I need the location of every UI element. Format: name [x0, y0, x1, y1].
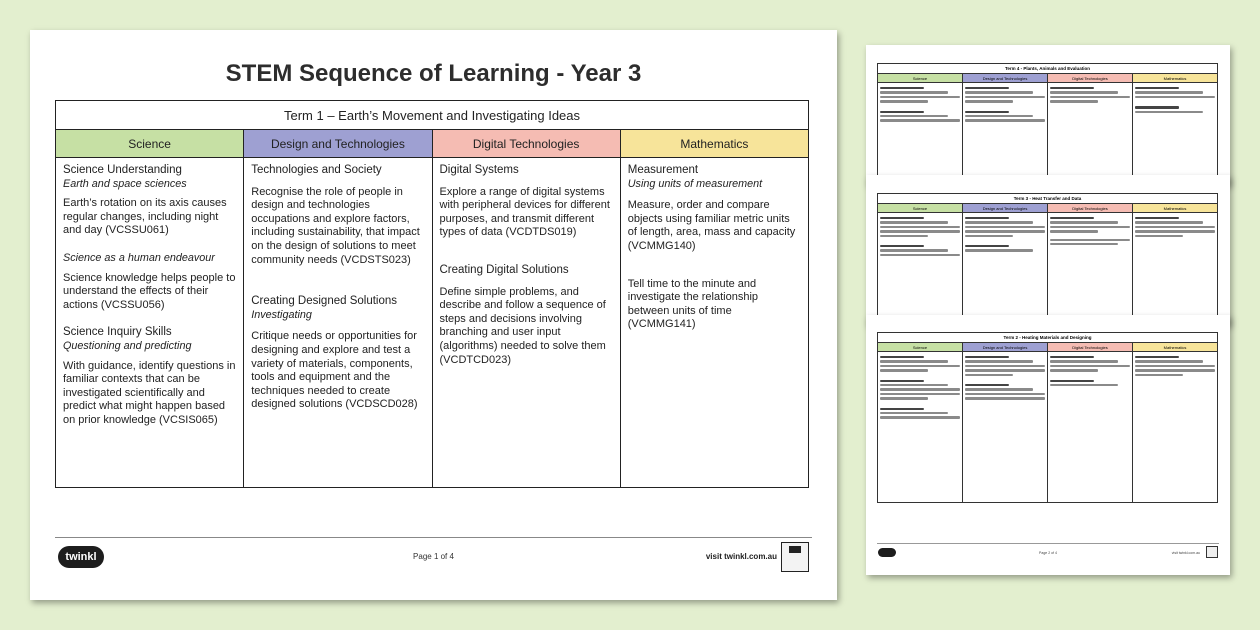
mini-website-link: visit twinkl.com.au: [1171, 551, 1200, 555]
mini-header-math: Mathematics: [1133, 343, 1217, 351]
mini-header-science: Science: [878, 74, 963, 82]
subject-header-row: [56, 130, 808, 158]
human-endeavour-subheading: Science as a human endeavour: [63, 251, 215, 264]
mini-table-term3: [877, 193, 1218, 319]
mini-header-row: [878, 343, 1217, 352]
creating-digital-solutions-heading: Creating Digital Solutions: [439, 263, 569, 276]
technologies-society-heading: Technologies and Society: [251, 164, 382, 176]
science-understanding-heading: Science Understanding: [63, 164, 182, 176]
page-title: STEM Sequence of Learning - Year 3: [225, 60, 642, 87]
mini-header-digital: Digital Technologies: [1048, 74, 1133, 82]
design-column: [244, 158, 432, 487]
earth-space-subheading: Earth and space sciences: [63, 177, 187, 190]
digital-column: [433, 158, 621, 487]
mini-col: [1133, 213, 1217, 318]
website-link: visit twinkl.com.au: [705, 552, 777, 561]
mini-table-term4: [877, 63, 1218, 179]
math-text-1: Measure, order and compare objects using familiar metric units of length, area, mass and capacity (VCMMG140): [627, 199, 796, 252]
questioning-subheading: Questioning and predicting: [63, 339, 192, 352]
inquiry-skills-heading: Science Inquiry Skills: [63, 326, 172, 339]
mini-body: [878, 83, 1217, 178]
mini-header-digital: Digital Technologies: [1048, 343, 1133, 351]
header-mathematics: Mathematics: [621, 130, 808, 157]
mini-body: [878, 213, 1217, 318]
mini-header-row: [878, 74, 1217, 83]
mini-footer-divider: [877, 543, 1219, 544]
header-digital-technologies: Digital Technologies: [433, 130, 621, 157]
page-number: Page 1 of 4: [413, 552, 454, 561]
mini-header-design: Design and Technologies: [963, 343, 1048, 351]
content-row: [56, 158, 808, 487]
science-column: [56, 158, 244, 487]
science-text-1: Earth’s rotation on its axis causes regular changes, including night and day (VCSSU061): [63, 197, 227, 237]
creating-designed-solutions-heading: Creating Designed Solutions: [251, 295, 398, 308]
design-text-1: Recognise the role of people in design and technologies occupations and explore factors, including sustainability, that impact on the design of solutions to meet community needs (VCDSTS023): [251, 185, 420, 266]
mini-header-digital: Digital Technologies: [1048, 204, 1133, 212]
mini-header-math: Mathematics: [1133, 74, 1217, 82]
mini-col: [1133, 83, 1217, 178]
mini-col: [878, 213, 963, 318]
mini-col: [963, 213, 1048, 318]
mini-term-heading-2: Term 2 - Heating Materials and Designing: [878, 333, 1217, 343]
mini-col: [878, 83, 963, 178]
math-column: [621, 158, 808, 487]
term-heading: Term 1 – Earth’s Movement and Investigating Ideas: [56, 101, 808, 130]
digital-text-1: Explore a range of digital systems with peripheral devices for different purposes, and transmit different types of data (VCDTDS019): [439, 185, 610, 239]
investigating-subheading: Investigating: [251, 308, 312, 321]
thumbnail-page-term4: [866, 45, 1230, 185]
math-text-2: Tell time to the minute and investigate the relationship between units of time (VCMMG141): [627, 277, 758, 331]
mini-col: [1133, 352, 1217, 502]
mini-term-heading-4: Term 4 - Plants, Animals and Evaluation: [878, 64, 1217, 74]
mini-col: [1048, 352, 1133, 502]
footer-divider: [55, 537, 812, 538]
units-measurement-subheading: Using units of measurement: [627, 177, 763, 190]
header-science: Science: [56, 130, 244, 157]
digital-text-2: Define simple problems, and describe and follow a sequence of steps and decisions involving branching and user input (algorithms) needed to solve them (VCDTCD023): [439, 285, 606, 366]
header-design-technologies: Design and Technologies: [244, 130, 432, 157]
thumbnail-page-term2: [866, 315, 1230, 575]
main-document-page: [30, 30, 837, 600]
thumbnail-page-term3: [866, 175, 1230, 325]
mini-page-number: Page 2 of 4: [1039, 551, 1057, 555]
science-text-2: Science knowledge helps people to understand the effects of their actions (VCSSU056): [63, 271, 236, 311]
science-text-3: With guidance, identify questions in familiar contexts that can be investigated scientifically and predict what might happen based on prior knowledge (VCSIS065): [63, 359, 236, 426]
measurement-heading: Measurement: [627, 164, 699, 176]
mini-header-row: [878, 204, 1217, 213]
mini-header-science: Science: [878, 204, 963, 212]
design-text-2: Critique needs or opportunities for designing and explore and test a variety of materials, components, tools and equipment and the techniques needed to create designed solutions (VCDSCD028): [251, 330, 418, 411]
mini-col: [963, 83, 1048, 178]
mini-header-design: Design and Technologies: [963, 204, 1048, 212]
mini-col: [1048, 83, 1133, 178]
quality-badge-icon: [781, 542, 809, 572]
digital-systems-heading: Digital Systems: [439, 164, 519, 176]
twinkl-logo: twinkl: [58, 546, 104, 568]
mini-table-term2: [877, 332, 1218, 503]
mini-col: [878, 352, 963, 502]
mini-header-design: Design and Technologies: [963, 74, 1048, 82]
mini-col: [1048, 213, 1133, 318]
mini-header-math: Mathematics: [1133, 204, 1217, 212]
mini-header-science: Science: [878, 343, 963, 351]
mini-badge-icon: [1206, 546, 1218, 558]
curriculum-table: [55, 100, 809, 488]
mini-term-heading-3: Term 3 - Heat Transfer and Data: [878, 194, 1217, 204]
mini-body: [878, 352, 1217, 502]
mini-col: [963, 352, 1048, 502]
